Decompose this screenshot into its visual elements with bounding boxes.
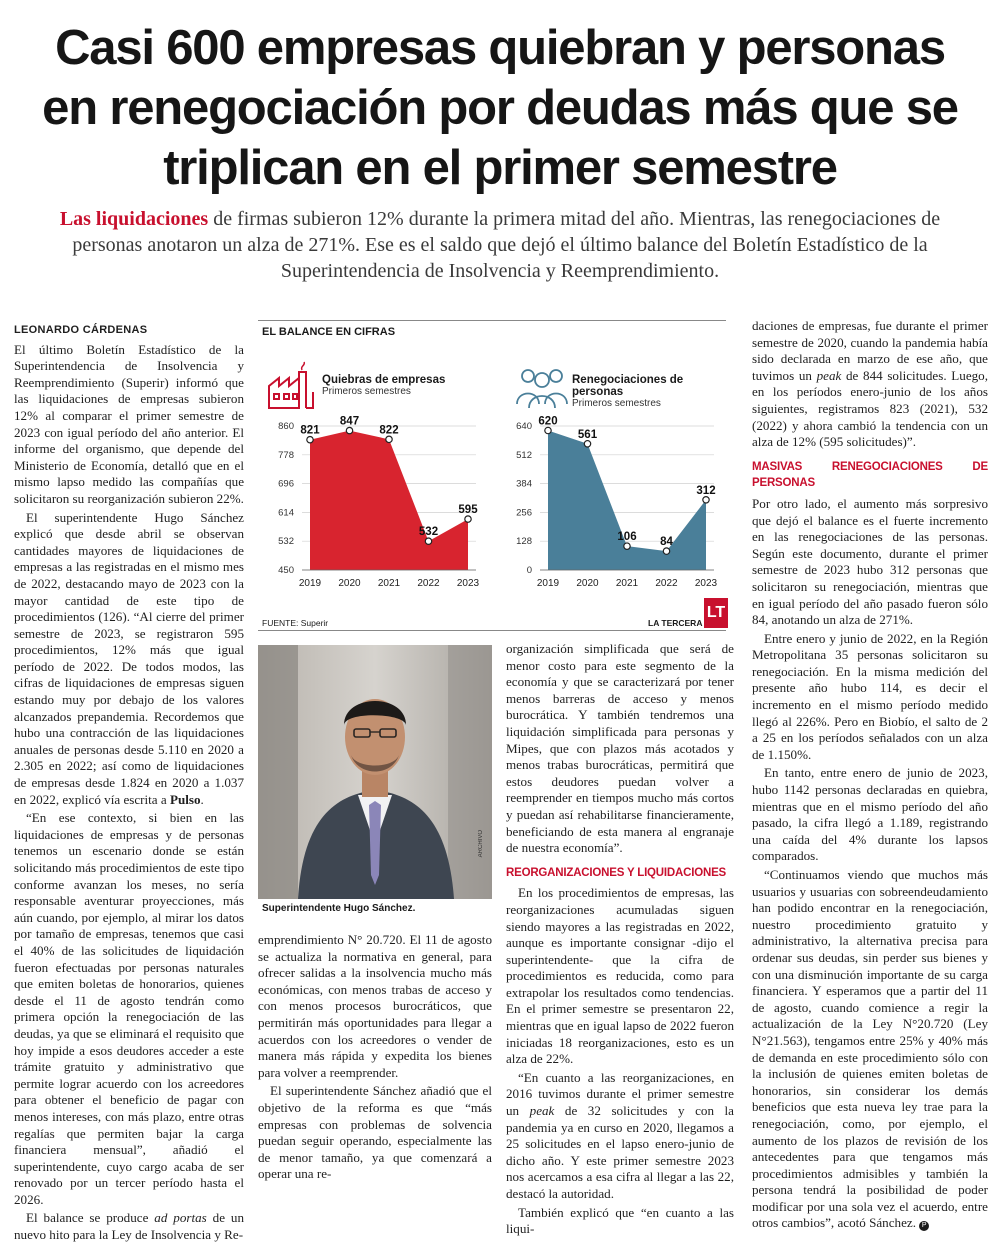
byline: LEONARDO CÁRDENAS	[14, 324, 148, 336]
chart-2-value-label: 312	[696, 484, 716, 497]
chart-1-ytick-label: 614	[278, 507, 294, 519]
infographic-title: EL BALANCE EN CIFRAS	[262, 326, 396, 338]
chart-1-point	[346, 427, 352, 433]
chart-2-ytick-label: 640	[516, 421, 532, 432]
chart-2-point	[703, 497, 709, 503]
paragraph: El superintendente Sánchez añadió que el objetivo de la reforma es que “más empresas con problemas de solvencia puedan seguir operando, especialmente las de menor tamaño, ya que comenzará a operar una re-	[258, 1083, 492, 1182]
chart-2-header	[572, 374, 726, 409]
chart-2-point	[545, 427, 551, 433]
chart-1-ytick-label: 778	[278, 449, 294, 461]
publication-name: Pulso	[169, 791, 201, 807]
section-subhead: MASIVAS RENEGOCIACIONES DE PERSONAS	[752, 460, 988, 490]
article-column-1	[14, 322, 244, 1246]
chart-2-xtick-label: 2022	[655, 578, 678, 589]
paragraph	[14, 510, 244, 809]
headline	[0, 18, 1000, 198]
text-run: “En cuanto a las reorganizaciones, en 2016 tuvimos durante el primer semestre un	[506, 1069, 734, 1119]
chart-2-ytick-label: 0	[526, 565, 532, 576]
chart-1-xtick-label: 2021	[377, 578, 401, 589]
chart-2-ytick-label: 256	[516, 507, 532, 519]
photo-caption: Superintendente Hugo Sánchez.	[262, 903, 416, 914]
chart-1-xtick-label: 2023	[456, 578, 480, 589]
text-run: “Continuamos viendo que muchos más usuarios y usuarias con sobreendeudamiento han podido encontrar en la renegociación, nuestro procedimiento gratuito y administrativo, la alternativa precisa para ordenar sus deudas, sin perder sus bienes y con una disminución importante de su carga financiera. Y esperamos que a partir del 11 de agosto, cuando comience a regir la actualización de la Ley N°20.720 (Ley N°21.563), tengamos entre 25% y 40% más de demanda en este procedimiento sólo con la inclusión de quienes emiten boletas de honorarios, sin considerar los demás beneficios que esta nueva ley trae para la renegociación, como, por ejemplo, el aumento de los plazos de revisión de los antecedentes para que tengamos más procedimientos admisibles y también la persona tendrá la posibilidad de poder modificar por una sola vez el acuerdo, entre otros cambios”, acotó Sánchez.	[752, 867, 988, 1231]
chart-1-value-label: 847	[339, 415, 360, 428]
chart-1-area	[310, 431, 468, 570]
chart-1-ytick-label: 450	[278, 565, 294, 576]
chart-2-title: Renegociaciones de personas	[572, 374, 684, 398]
chart-2-ytick-label: 512	[516, 449, 532, 461]
factory-icon	[266, 362, 316, 410]
article-column-4	[752, 318, 988, 1234]
chart-1-value-label: 821	[300, 424, 320, 437]
divider	[258, 320, 726, 321]
text-run: .	[200, 791, 204, 807]
chart-2-value-label: 106	[617, 531, 637, 544]
portrait-photo	[258, 645, 492, 899]
chart-2-point	[624, 543, 630, 549]
text-run: El balance se produce	[26, 1210, 155, 1226]
text-run: El superintendente Hugo Sánchez explicó que desde abril se observan cantidades mayores de liquidaciones de empresas a las registradas en el mismo mes de 2022, destacando mayo de 2023 con la mayor cantidad de este tipo de procedimientos (126). “Al cierre del primer semestre de 2023, se registraron 595 procedimientos, 12% más que igual período de 2022. De todos modos, las cifras de liquidaciones de empresas siguen estando muy por debajo de los valores alcanzados prepandemia. Recordemos que hubo una contracción de las liquidaciones anuales de personas desde 5.110 en 2020 a 2.305 en 2022; así como de liquidaciones de empresas desde 1.824 en 2020 a 1.037 en 2022, explicó vía escrita a	[14, 509, 244, 807]
lead-highlight: Las liquidaciones	[59, 208, 209, 230]
chart-2-point	[663, 548, 669, 554]
article-column-3	[506, 641, 734, 1240]
infographic	[258, 318, 726, 630]
paragraph	[752, 318, 988, 451]
paragraph: En tanto, entre enero de junio de 2023, hubo 1142 personas declaradas en quiebra, mientras que en el mismo período del año pasado, la cifra llegó a 1.189, registrando una caída del 4% durante los lapsos comparados.	[752, 765, 988, 864]
chart-2-point	[584, 441, 590, 447]
chart-1-point	[425, 538, 431, 544]
chart-1-plot	[258, 416, 488, 598]
text-run: daciones de empresas, fue durante el primer semestre de 2020, cuando la pandemia había sido declarada en marzo de ese año, que tuvimos un	[752, 318, 988, 383]
headline-line-3: triplican en el primer semestre	[163, 141, 837, 195]
chart-1-point	[465, 516, 471, 522]
chart-1-title: Quiebras de empresas	[322, 374, 446, 386]
headline-line-1: Casi 600 empresas quiebran y personas	[55, 21, 945, 75]
paragraph: El último Boletín Estadístico de la Superintendencia de Insolvencia y Reemprendimiento (Superir) informó que las liquidaciones de empresas subieron 12% al comparar el primer semestre de 2023 con igual período del año anterior. El informe del organismo, que depende del Ministerio de Economía, detalló que en el mismo lapso medido las compañías que solicitaron su reorganización subieron 22%.	[14, 341, 244, 506]
paragraph: Entre enero y junio de 2022, en la Región Metropolitana 35 personas solicitaron su renegociación. En la misma medición del presente año hubo 114, es decir el incremento en el mismo período medido llegó al 226%. Pero en Biobío, el salto de 2 a 25 en los períodos señalados con un alza de 1.150%.	[752, 630, 988, 762]
chart-1-value-label: 822	[379, 424, 399, 437]
text-run: de 844 solicitudes. Luego, en los períodos enero-junio de los años siguientes, registramos 823 (2021), 532 (2022) y ahora cambió la tendencia con un alza de 12% (595 solicitudes)”.	[752, 367, 988, 450]
chart-2-xtick-label: 2020	[576, 578, 599, 589]
chart-1-ytick-label: 532	[278, 536, 294, 548]
chart-1-header	[322, 374, 445, 397]
paragraph: emprendimiento N° 20.720. El 11 de agosto se actualiza la normativa en general, para ofrecer salidas a la insolvencia mucho más económicas, con menos trabas de acceso y con menos procesos burocráticos, que permitirán más oportunidades para llegar a acuerdos con los acreedores o vender de manera más rápida y expedita los bienes para volver a reemprender.	[258, 932, 492, 1080]
chart-2-value-label: 620	[538, 415, 558, 428]
source-note: FUENTE: Superir	[262, 618, 329, 628]
chart-1-subtitle: Primeros semestres	[322, 386, 411, 397]
publication-credit: LA TERCERA	[648, 618, 703, 628]
italic-text: peak	[816, 367, 842, 383]
article-column-2	[258, 932, 492, 1185]
text-run: de 32 solicitudes y con la pandemia ya en curso en 2020, llegamos a 25 solicitudes en el lapso enero-junio de dicho año. Y este primer semestre 2023 nos acercamos a esa cifra al llegar a las 22, destacó la autoridad.	[506, 1103, 734, 1201]
chart-1-point	[307, 436, 313, 442]
chart-1-value-label: 595	[458, 504, 478, 517]
headline-line-2: en renegociación por deudas más que se	[42, 81, 958, 135]
chart-1-xtick-label: 2022	[417, 578, 440, 589]
chart-2-ytick-label: 384	[516, 478, 532, 490]
chart-1-ytick-label: 860	[278, 421, 294, 432]
paragraph	[14, 1210, 244, 1243]
chart-1-ytick-label: 696	[278, 478, 294, 490]
italic-text: ad portas	[154, 1210, 207, 1226]
chart-2-xtick-label: 2023	[694, 578, 718, 589]
text-run: de un nuevo hito para la Ley de Insolvencia y Re-	[14, 1210, 244, 1243]
divider	[258, 630, 726, 631]
chart-2-plot	[496, 416, 726, 598]
chart-2-subtitle: Primeros semestres	[572, 398, 661, 409]
chart-2-value-label: 561	[577, 428, 598, 441]
paragraph: También explicó que “en cuanto a las liqui-	[506, 1204, 734, 1237]
paragraph: organización simplificada que será de menor costo para este segmento de la economía y que se caracterizará por tener menos barreras de acceso y menos burocrática. Y también tendremos una liquidación simplificada para personas y Mipes, que con plazos más acotados y menos trabas burocráticas, permitirá que estos deudores puedan volver a reemprender en tiempos mucho más cortos y puedan así rehabilitarse financieramente, beneficiando de esta manera al engranaje de nuestra economía”.	[506, 641, 734, 856]
chart-2-xtick-label: 2019	[536, 578, 560, 589]
lead-text: de firmas subieron 12% durante la primera mitad del año. Mientras, las renegociaciones de personas anotaron un alza de 271%. Ese es el saldo que dejó el último balance del Boletín Estadístico de la Superintendencia de Insolvencia y Reemprendimiento.	[72, 208, 941, 282]
la-tercera-logo: LT	[704, 598, 728, 628]
chart-2-xtick-label: 2021	[615, 578, 639, 589]
people-icon	[514, 364, 570, 408]
paragraph: En los procedimientos de empresas, las reorganizaciones acumuladas siguen siendo mayores a las registradas en 2022, aunque es importante consignar -dijo el superintendente- que la cifra de procedimientos es reducida, como para extrapolar los resultados como tendencias. En el primer semestre se presentaron 22, mientras que en igual lapso de 2022 fueron iniciadas 18 reorganizaciones, esto es un alza de 22%.	[506, 885, 734, 1067]
italic-text: peak	[529, 1103, 555, 1119]
lead-paragraph	[30, 206, 970, 284]
paragraph	[506, 1070, 734, 1203]
chart-1-value-label: 532	[418, 526, 439, 539]
chart-1-xtick-label: 2020	[338, 578, 361, 589]
paragraph: Por otro lado, el aumento más sorpresivo que dejó el balance es el fuerte incremento en las renegociaciones de las personas. Según este documento, durante el primer semestre de 2023 hubo 312 personas que solicitaron su renegociación, mientras que en igual período del año pasado fueron sólo 84, anotando un alza de 271%.	[752, 495, 988, 628]
photo-credit: ARCHIVO	[478, 830, 484, 858]
chart-1-xtick-label: 2019	[298, 578, 322, 589]
portrait-illustration	[258, 645, 492, 899]
end-mark-icon: P	[919, 1221, 929, 1231]
paragraph: “En ese contexto, si bien en las liquidaciones de empresas y de personas tenemos un escenario donde se están solicitando más procedimientos de este tipo conforme avanzan los meses, no sería responsable aventurar proyecciones, más aún cuando, por ejemplo, al mirar los datos por tamaño de empresas, tenemos que casi el 40% de las solicitudes de liquidación fueron efectuadas por personas naturales que emiten boletas de honorarios, quienes desde el 11 de agosto tendrán como primera opción la renegociación de las deudas, ya que se eliminará el requisito que hoy impide a esos deudores acceder a este trámite gratuito y administrativo que permite lograr acuerdo con los acreedores para obtener el beneficio de pagar con menos intereses, con más plazo, entre otras regalías que permiten bajar la carga financiera mensual”, añadió el superintendente, cuyo cargo acaba de ser renovado por un tercer período hasta el 2026.	[14, 810, 244, 1207]
paragraph	[752, 867, 988, 1232]
chart-1-point	[386, 436, 392, 442]
chart-2-ytick-label: 128	[516, 536, 532, 548]
chart-2-value-label: 84	[660, 536, 673, 549]
section-subhead: REORGANIZACIONES Y LIQUIDACIONES	[506, 866, 727, 879]
